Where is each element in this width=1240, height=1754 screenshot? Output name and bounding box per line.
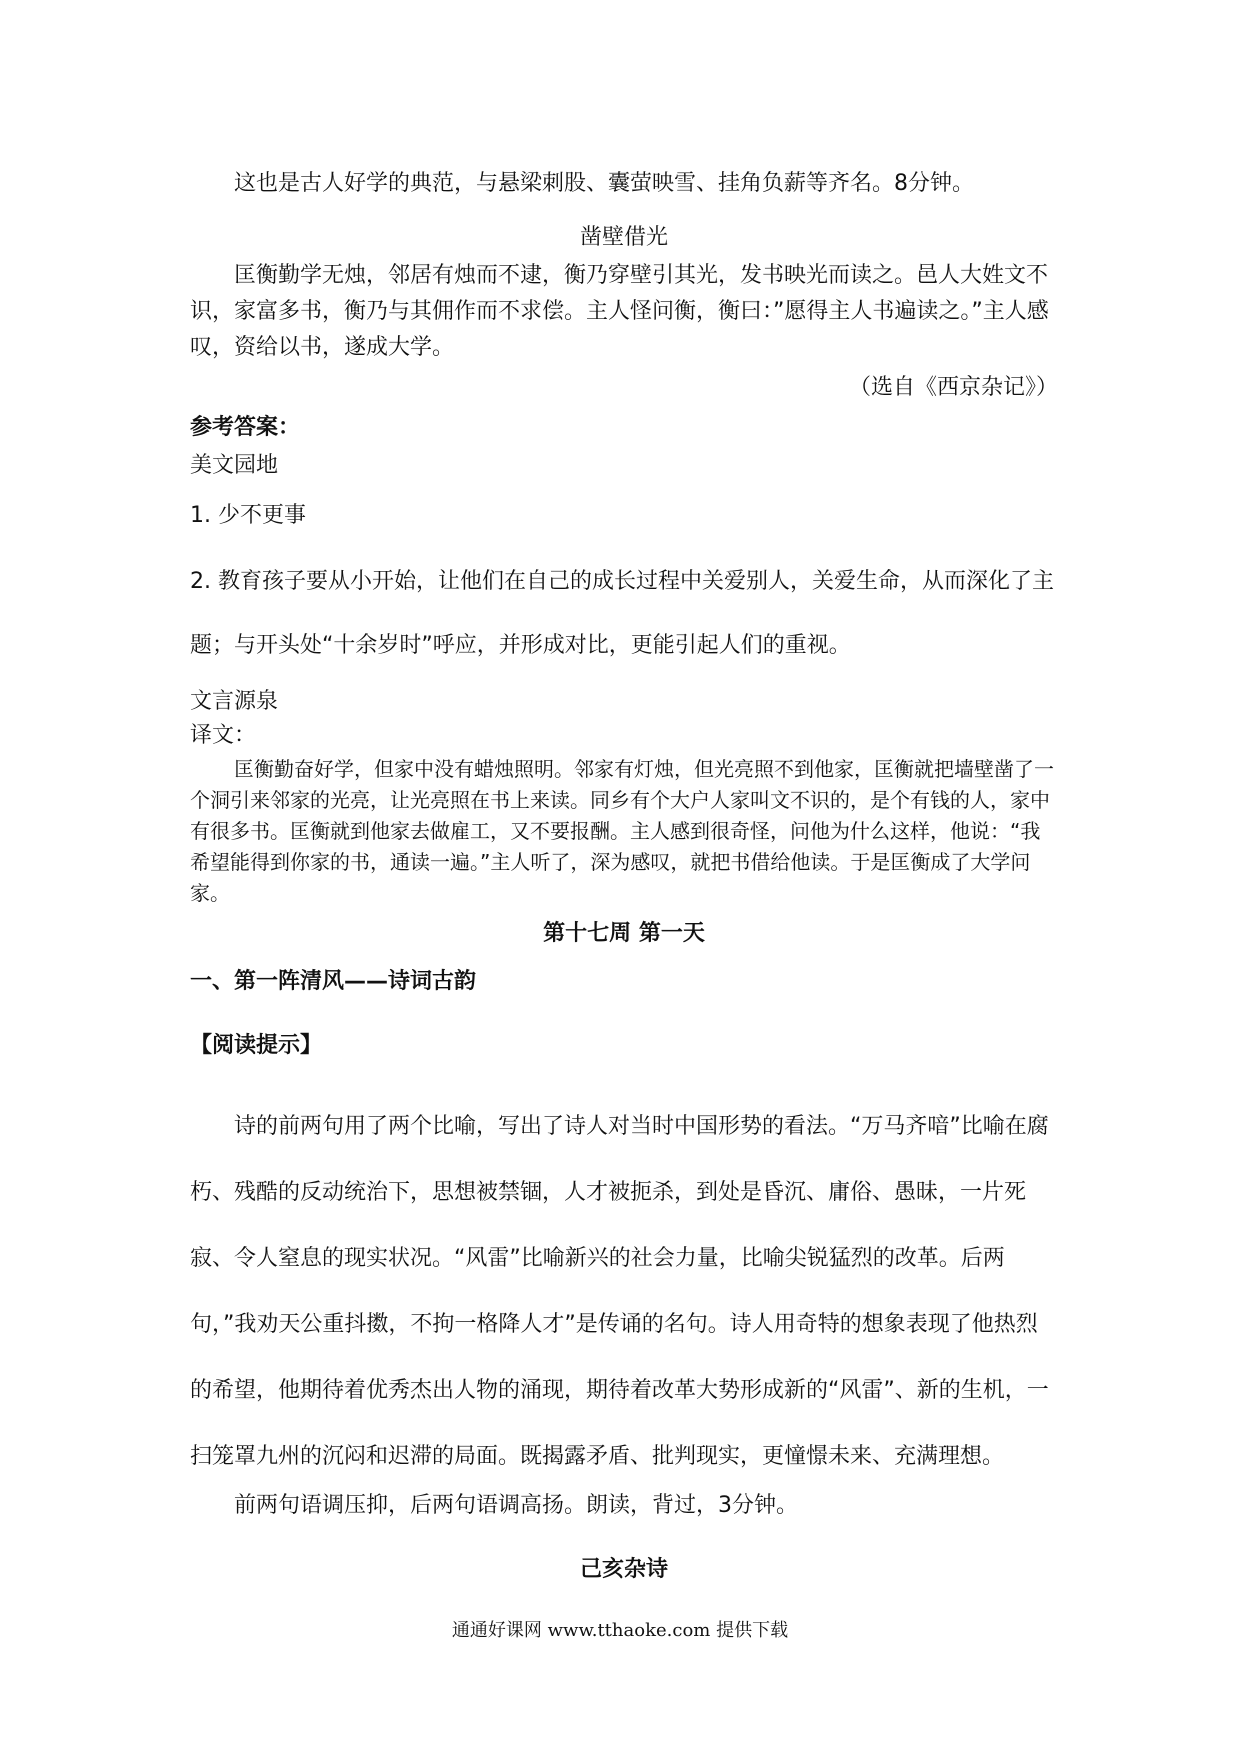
reading-tip-text: 诗的前两句用了两个比喻，写出了诗人对当时中国形势的看法。“万马齐喑”比喻在腐朽、残酷的反动统治下，思想被禁锢，人才被扼杀，到处是昏沉、庸俗、愚昧，一片死寂、令人窒息的现实状况。“风雷”比喻新兴的社会力量，比喻尖锐猛烈的改革。后两句，”我劝天公重抖擞，不拘一格降人才”是传诵的名句。诗人用奇特的想象表现了他热烈的希望，他期待着优秀杰出人物的涌现，期待着改革大势形成新的“风雷”、新的生机，一扫笼罩九州的沉闷和迟滞的局面。既揭露矛盾、批判现实，更憧憬未来、充满理想。 [190,1114,1049,1469]
story-title: 凿壁借光 [579,225,668,250]
translation-text: 匡衡勤奋好学，但家中没有蜡烛照明。邻家有灯烛，但光亮照不到他家，匡衡就把墙壁凿了一个洞引来邻家的光亮，让光亮照在书上来读。同乡有个大户人家叫文不识的，是个有钱的人，家中有很多书。匡衡就到他家去做雇工，又不要报酬。主人感到很奇怪，问他为什么这样，他说：“我希望能得到你家的书，通读一遍。”主人听了，深为感叹，就把书借给他读。于是匡衡成了大学问家。 [190,757,1054,905]
reading-tip-tail: 前两句语调压抑，后两句语调高扬。朗读，背过，3分钟。 [234,1493,798,1518]
intro-line: 这也是古人好学的典范，与悬梁刺股、囊萤映雪、挂角负薪等齐名。8分钟。 [234,171,974,196]
page-footer: 通通好课网 www.tthaoke.com 提供下载 [451,1620,789,1641]
reading-tip-label: 【阅读提示】 [190,1033,323,1058]
answer-2: 2. 教育孩子要从小开始，让他们在自己的成长过程中关爱别人，关爱生命，从而深化了主题；与开头处“十余岁时”呼应，并形成对比，更能引起人们的重视。 [190,569,1054,658]
section-meiwen: 美文园地 [190,453,279,478]
answers-heading: 参考答案： [190,415,301,440]
section-wenyan: 文言源泉 [190,689,279,714]
answer-1: 1. 少不更事 [190,503,306,528]
part-one-heading: 一、第一阵清风——诗词古韵 [190,969,477,994]
story-text: 匡衡勤学无烛，邻居有烛而不逮，衡乃穿壁引其光，发书映光而读之。邑人大姓文不识，家富多书，衡乃与其佣作而不求偿。主人怪问衡，衡曰：”愿得主人书遍读之。”主人感叹，资给以书，遂成大学。 [190,263,1049,360]
poem-title: 己亥杂诗 [579,1557,668,1582]
week-heading: 第十七周 第一天 [543,921,705,946]
translation-label: 译文： [190,723,257,748]
story-source: （选自《西京杂记》） [848,375,1058,400]
